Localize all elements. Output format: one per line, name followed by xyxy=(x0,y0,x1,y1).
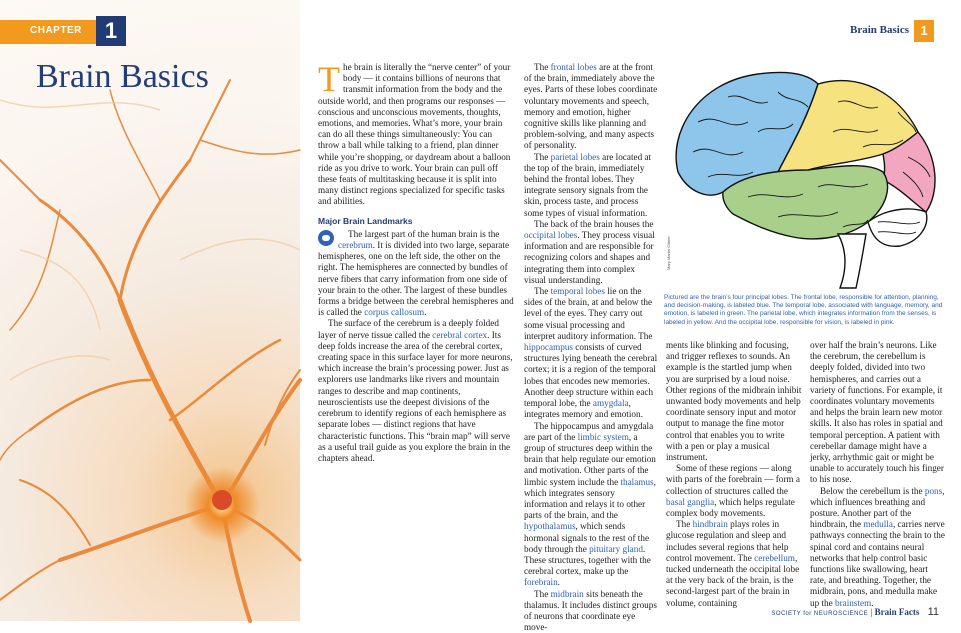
text-column-2 xyxy=(524,62,658,633)
text-column-4 xyxy=(810,340,946,609)
section-heading: Major Brain Landmarks xyxy=(318,215,413,226)
cerebellum xyxy=(868,209,927,246)
keyword-link: hypothalamus xyxy=(524,521,576,532)
paragraph: ments like blinking and focusing, and trigger reflexes to sounds. An example is the startled jump when you are surprised by a loud noise. Other regions of the midbrain inhibit unwanted body movements and help coordinate sensory input and motor output to manage the fine motor control that enables you to write with a pen or play a musical instrument. xyxy=(666,340,802,463)
paragraph: The frontal lobes are at the front of the brain, immediately above the eyes. Parts of these lobes coordinate voluntary movements and speech, memory and emotion, higher cognitive skills like planning and problem-solving, and many aspects of personality. xyxy=(524,62,658,151)
brain-lobes-figure xyxy=(668,62,944,290)
keyword-link: limbic system xyxy=(577,431,629,442)
keyword-link: cerebellum xyxy=(754,552,795,563)
paragraph: The hindbrain plays roles in glucose regulation and sleep and includes several regions that help control movement. The cerebellum, tucked underneath the occipital lobe at the very back of the brain, is the second-largest part of the brain in volume, containing xyxy=(666,519,800,608)
text-column-3 xyxy=(666,340,802,609)
brainstem xyxy=(838,234,866,288)
neuron-illustration xyxy=(0,0,300,621)
keyword-link: forebrain xyxy=(524,577,558,588)
text-column-1 xyxy=(318,59,514,464)
running-head-number: 1 xyxy=(914,20,934,42)
keyword-link: amygdala xyxy=(592,398,629,409)
keyword-link: parietal lobes xyxy=(550,151,600,162)
brain-icon xyxy=(318,230,334,246)
keyword-link: corpus callosum xyxy=(364,307,425,318)
paragraph: The hippocampus and amygdala are part of the limbic system, a group of structures deep within the brain that help regulate our emotion and motivation. Other parts of the limbic system include the thalamus, which integrates sensory information and relays it to other parts of the brain, and the hypothalamus, which sends hormonal signals to the rest of the body through the pituitary gland. These structures, together with the cerebral cortex, make up the forebrain. xyxy=(524,420,656,588)
keyword-link: midbrain xyxy=(550,588,584,599)
keyword-link: basal ganglia xyxy=(666,496,715,507)
page-footer: SOCIETY for NEUROSCIENCE | Brain Facts 11 xyxy=(771,606,939,618)
paragraph: over half the brain’s neurons. Like the cerebrum, the cerebellum is deeply folded, divided into two hemispheres, and carries out a variety of functions. For example, it coordinates voluntary movements and helps the brain learn new motor skills. It also has roles in spatial and temporal perception. A patient with cerebellar damage might have a jerky, arrhythmic gait or might be unable to accurately touch his finger to his nose. xyxy=(810,340,944,485)
paragraph: Some of these regions — along with parts of the forebrain — form a collection of structures called the basal ganglia, which helps regulate complex body movements. xyxy=(666,463,800,519)
publisher-name: SOCIETY for NEUROSCIENCE xyxy=(771,611,869,617)
chapter-number: 1 xyxy=(96,16,126,46)
paragraph: The midbrain sits beneath the thalamus. It includes distinct groups of neurons that coordinate eye move- xyxy=(524,588,657,633)
keyword-link: temporal lobes xyxy=(550,286,605,297)
keyword-link: pituitary gland xyxy=(589,543,643,554)
paragraph: The parietal lobes are located at the top of the brain, immediately behind the frontal lobes. They integrate sensory signals from the skin, process taste, and process some types of visual information. xyxy=(524,151,652,218)
paragraph: Below the cerebellum is the pons, which influences breathing and posture. Another part of the hindbrain, the medulla, carries nerve pathways connecting the brain to the spinal cord and contains neural networks that help control basic functions like swallowing, heart rate, and breathing. Together, the midbrain, pons, and medulla make up the brainstem. xyxy=(810,485,945,608)
page-title: Brain Basics xyxy=(36,58,209,95)
intro-paragraph: The brain is literally the “nerve center” of your body — it contains billions of neurons that transmit information from the body and the outside world, and then programs our responses — conscious and unconscious movements, thoughts, emotions, and memories. What’s more, your brain can do all these things simultaneously: You can throw a ball while talking to a friend, plan dinner while you’re shopping, or daydream about a balloon ride as you drive to work. Your brain can pull off these feats of multitasking because it is split into many distinct regions specialized for specific tasks and abilities. xyxy=(318,59,511,207)
drop-cap: T xyxy=(318,59,340,99)
paragraph: The largest part of the human brain is the cerebrum. It is divided into two large, separate hemispheres, one on the left side, the other on the right. The hemispheres are connected by bundles of nerve fibers that carry information from one side of your brain to the other. The largest of these bundles forms a bridge between the cerebral hemispheres and is called the corpus callosum. xyxy=(318,228,514,318)
keyword-link: cerebrum xyxy=(338,240,373,251)
keyword-link: frontal lobes xyxy=(550,62,597,72)
paragraph: The temporal lobes lie on the sides of the brain, at and below the level of the eyes. They carry out some visual processing and interpret auditory information. The hippocampus consists of curved structures lying beneath the cerebral cortex; it is a region of the temporal lobes that encodes new memories. Another deep structure within each temporal lobe, the amygdala, integrates memory and emotion. xyxy=(524,286,658,420)
keyword-link: brainstem xyxy=(835,597,872,608)
paragraph: The back of the brain houses the occipital lobes. They process visual information and are responsible for recognizing colors and shapes and integrating them into complex visual understanding. xyxy=(524,218,655,285)
paragraph: The surface of the cerebrum is a deeply folded layer of nerve tissue called the cerebral cortex. Its deep folds increase the area of the cerebral cortex, creating space in this surface layer for more neurons, which increase the brain’s processing power. Just as explorers use landmarks like rivers and mountain ranges to describe and map continents, neuroscientists use the deepest divisions of the cerebrum to identify regions of each hemisphere as separate lobes — distinct regions that have characteristic functions. This “brain map” will serve as a useful trail guide as you explore the brain in the chapters ahead. xyxy=(318,318,513,463)
keyword-link: pons xyxy=(924,485,943,496)
publication-title: Brain Facts xyxy=(874,607,920,617)
figure-caption: Pictured are the brain’s four principal lobes. The frontal lobe, responsible for attention, planning, and decision-making, is labeled blue. The temporal lobe, associated with language, memory, and emotion, is labeled in green. The parietal lobe, which integrates information from the senses, is labeled in yellow. And the occipital lobe, responsible for vision, is labeled in pink. xyxy=(664,294,943,326)
figure-credit: Mary Martin Climer xyxy=(666,236,671,270)
keyword-link: medulla xyxy=(863,519,893,530)
chapter-label: CHAPTER xyxy=(30,25,82,36)
keyword-link: occipital lobes xyxy=(524,230,578,241)
keyword-link: hippocampus xyxy=(524,342,573,353)
keyword-link: thalamus xyxy=(620,476,654,487)
page-number: 11 xyxy=(927,606,939,618)
running-head-title: Brain Basics xyxy=(850,24,909,36)
keyword-link: hindbrain xyxy=(692,519,728,530)
keyword-link: cerebral cortex xyxy=(432,329,488,340)
